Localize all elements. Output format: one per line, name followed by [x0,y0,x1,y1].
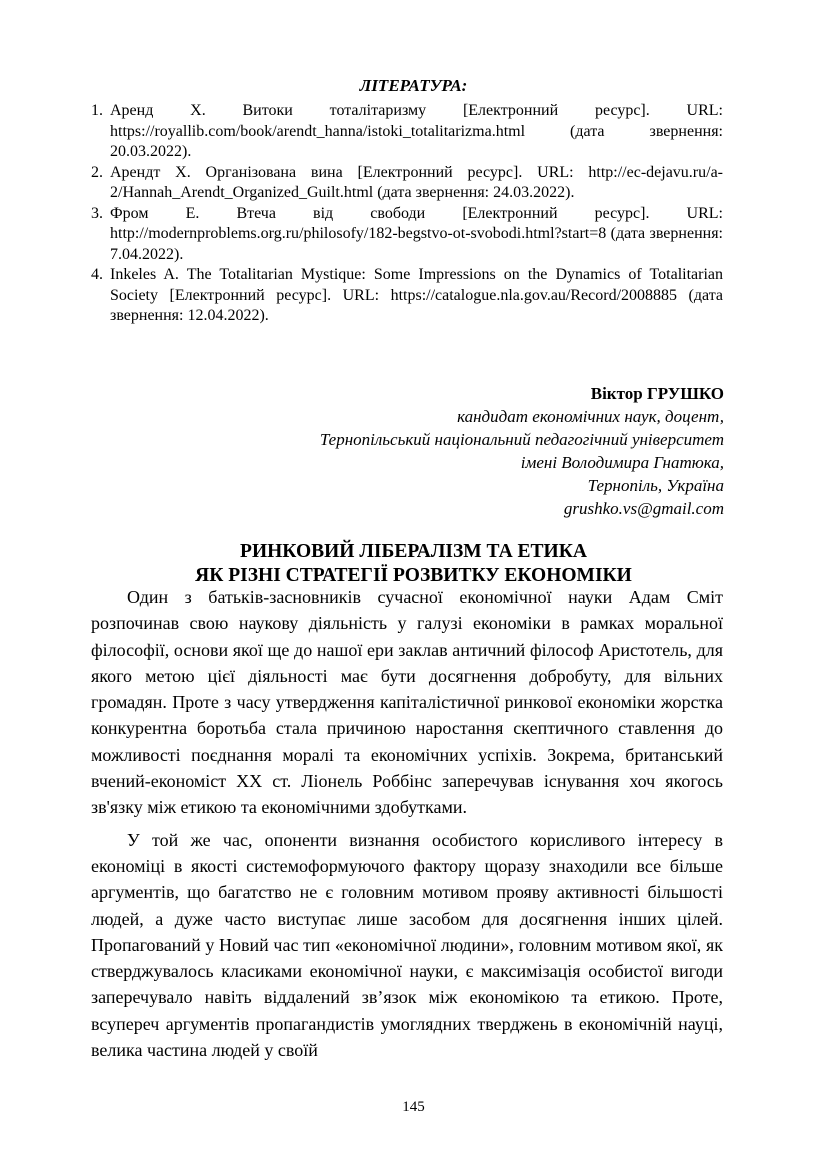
reference-item [91,101,723,163]
article-title [0,540,827,588]
reference-number: 4. [91,266,103,283]
page-number: 145 [402,1099,425,1115]
article-title-line-1: РИНКОВИЙ ЛІБЕРАЛІЗМ ТА ЕТИКА [240,541,587,562]
author-name: Віктор ГРУШКО [590,384,724,403]
article-title-line-2: ЯК РІЗНІ СТРАТЕГІЇ РОЗВИТКУ ЕКОНОМІКИ [195,565,632,586]
reference-item [91,204,723,266]
author-city: Тернопіль, Україна [587,476,724,495]
article-body [91,584,723,1069]
author-block [320,382,724,520]
reference-number: 3. [91,204,103,222]
body-paragraph: Один з батьків-засновників сучасної економічної науки Адам Сміт розпочинав свою наукову діяльність у галузі економіки в рамках моральної філософії, основи якої ще до нашої ери заклав античний філософ Аристотель, для якого метою цієї діяльності має бути досягнення добробуту, для вільних громадян. Проте з часу утвердження капіталістичної ринкової економіки жорстка конкурентна боротьба стала причиною наростання скептичного ставлення до можливості поєднання моралі та економічних успіхів. Зокрема, британський вчений-економіст XX ст. Ліонель Роббінс заперечував існування хоч якогось зв'язку між етикою та економічними здобутками. [91,587,723,818]
author-university-name: імені Володимира Гнатюка, [520,453,724,472]
reference-list [91,101,723,327]
reference-text: Аренд Х. Витоки тоталітаризму [Електронний ресурс]. URL: https://royallib.com/book/arendt_hanna/istoki_totalitarizma.html (дата звернення: 20.03.2022). [110,102,723,160]
reference-number: 1. [91,102,103,119]
reference-text: Фром Е. Втеча від свободи [Електронний ресурс]. URL: http://modernproblems.org.ru/philosofy/182-begstvo-ot-svobodi.html?start=8 (дата звернення: 7.04.2022). [110,204,723,263]
reference-text: Inkeles A. The Totalitarian Mystique: Some Impressions on the Dynamics of Totalitarian Society [Електронний ресурс]. URL: https://catalogue.nla.gov.au/Record/2008885 (дата звернення: 12.04.2022). [110,266,723,324]
author-university: Тернопільський національний педагогічний університет [319,430,724,449]
author-degree: кандидат економічних наук, доцент, [457,407,724,426]
literature-heading: ЛІТЕРАТУРА: [359,76,468,95]
body-paragraph: У той же час, опоненти визнання особистого корисливого інтересу в економіці в якості системоформуючого фактору щоразу знаходили все більше аргументів, що багатство не є головним мотивом прояву активності більшості людей, а дуже часто виступає лише засобом для досягнення інших цілей. Пропагований у Новий час тип «економічної людини», головним мотивом якої, як стверджувалось класиками економічної науки, є максимізація особистої вигоди заперечувало навіть віддалений зв’язок між економікою та етикою. Проте, всупереч аргументів пропагандистів умоглядних тверджень в економічній науці, велика частина людей у своїй [91,829,723,1061]
reference-item [91,163,723,204]
author-email: grushko.vs@gmail.com [563,499,724,518]
reference-number: 2. [91,163,103,181]
reference-item [91,265,723,327]
reference-text: Арендт Х. Організована вина [Електронний ресурс]. URL: http://ec-dejavu.ru/a-2/Hannah_Arendt_Organized_Guilt.html (дата звернення: 24.03.2022). [110,163,723,201]
